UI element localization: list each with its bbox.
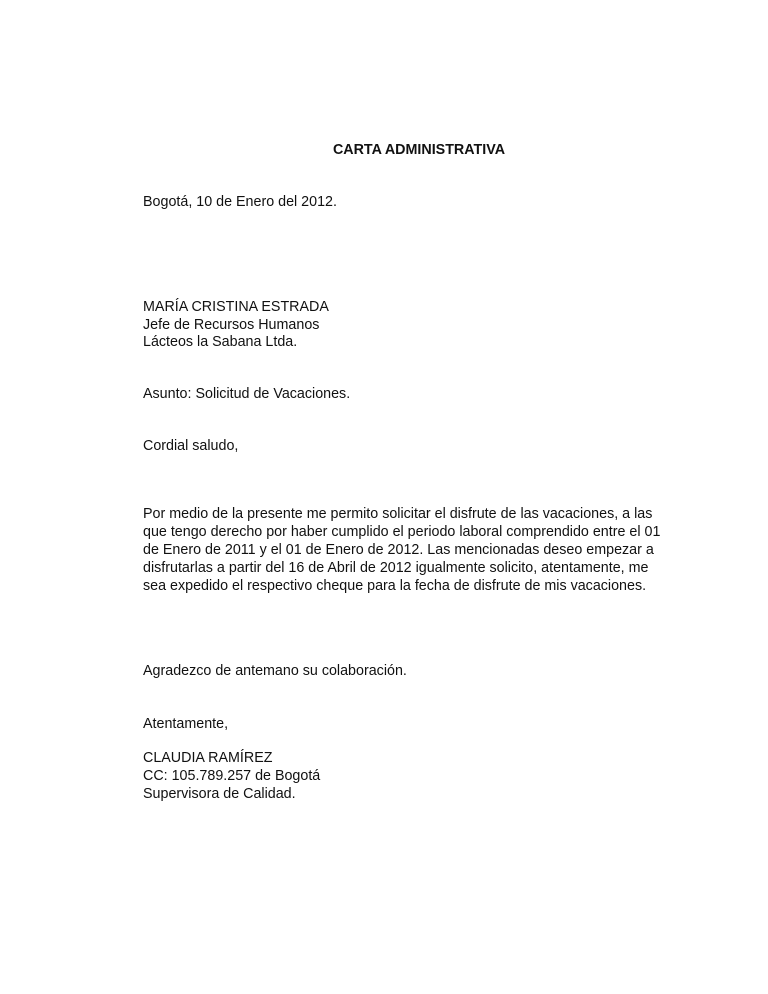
date-line: Bogotá, 10 de Enero del 2012.	[143, 194, 337, 210]
thanks-line: Agradezco de antemano su colaboración.	[143, 663, 407, 679]
letter-title: CARTA ADMINISTRATIVA	[332, 142, 506, 158]
subject-line: Asunto: Solicitud de Vacaciones.	[143, 386, 351, 402]
body-line: sea expedido el respectivo cheque para la fecha de disfrute de mis vacaciones.	[143, 578, 647, 594]
recipient-name: MARÍA CRISTINA ESTRADA	[143, 299, 329, 315]
sender-id: CC: 105.789.257 de Bogotá	[143, 768, 321, 784]
body-line: disfrutarlas a partir del 16 de Abril de 2012 igualmente solicito, atentamente, me	[143, 560, 649, 576]
body-paragraph	[143, 505, 703, 595]
recipient-company: Lácteos la Sabana Ltda.	[143, 334, 298, 350]
closing-line: Atentamente,	[143, 716, 229, 732]
body-line: Por medio de la presente me permito solicitar el disfrute de las vacaciones, a las	[143, 506, 653, 522]
recipient-position: Jefe de Recursos Humanos	[143, 317, 320, 333]
body-line: de Enero de 2011 y el 01 de Enero de 2012. Las mencionadas deseo empezar a	[143, 542, 654, 558]
greeting: Cordial saludo,	[143, 438, 239, 454]
sender-position: Supervisora de Calidad.	[143, 786, 296, 802]
sender-name: CLAUDIA RAMÍREZ	[143, 750, 273, 766]
body-line: que tengo derecho por haber cumplido el periodo laboral comprendido entre el 01	[143, 524, 661, 540]
